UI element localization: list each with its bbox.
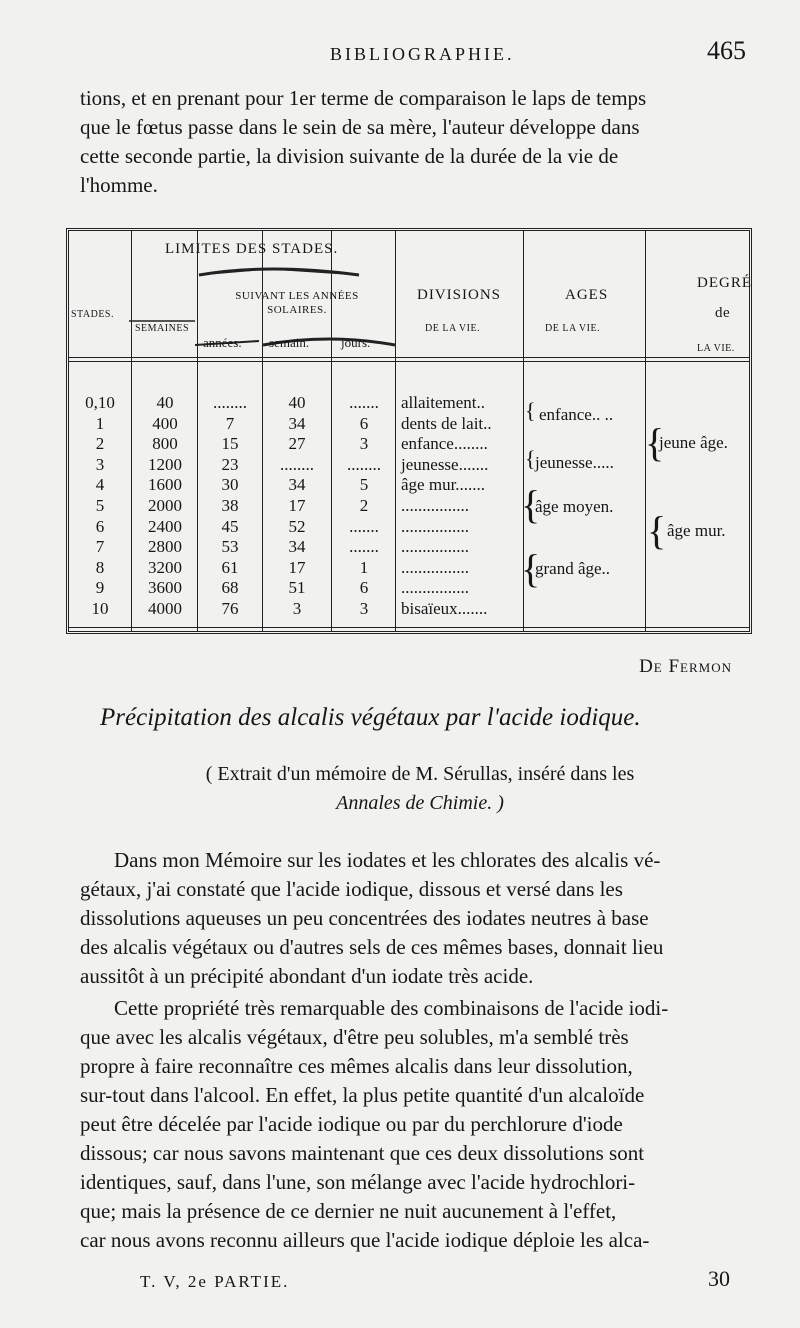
- text-line: que; mais la présence de ce dernier ne nuit aucunement à l'effet,: [80, 1199, 617, 1223]
- text-line: dissolutions aqueuses un peu concentrées des iodates neutres à base: [80, 906, 649, 930]
- brace-mark: {: [521, 546, 541, 591]
- table-cell-semaines: 3200: [148, 557, 182, 577]
- text-line: car nous avons reconnu ailleurs que l'acide iodique déploie les alca-: [80, 1228, 650, 1252]
- table-cell-stades: 9: [95, 578, 105, 598]
- table-cell-semaines: 800: [152, 434, 178, 454]
- header-degre-sub: LA VIE.: [697, 343, 735, 354]
- header-limites: LIMITES DES STADES.: [165, 241, 339, 257]
- table-cell-divisions: allaitement..: [401, 393, 486, 412]
- age-label: grand âge..: [535, 559, 611, 578]
- life-stages-table: [66, 228, 752, 634]
- header-rule: [69, 361, 749, 362]
- table-cell-stades: 4: [95, 475, 105, 495]
- table-cell-semaines: 2800: [148, 537, 182, 557]
- brace-mark: {: [645, 420, 665, 465]
- running-title: BIBLIOGRAPHIE.: [330, 44, 515, 64]
- text-line: des alcalis végétaux ou d'autres sels de ces mêmes bases, donnait lieu: [80, 935, 664, 959]
- table-cell-divisions: ................: [401, 557, 469, 577]
- table-cell-jours: 3: [359, 599, 369, 618]
- table-cell-semain: 51: [288, 578, 306, 598]
- table-cell-semain: ........: [280, 454, 314, 474]
- table-cell-stades: 1: [95, 413, 105, 433]
- table-cell-annees: 38: [221, 496, 239, 515]
- text-line: que le fœtus passe dans le sein de sa mère, l'auteur développe dans: [80, 115, 640, 139]
- header-ages: AGES: [565, 287, 609, 303]
- table-cell-semain: 40: [288, 393, 306, 412]
- signature-mark: T. V, 2e PARTIE.: [140, 1272, 290, 1291]
- table-cell-semaines: 1200: [148, 454, 182, 474]
- table-cell-semain: 34: [288, 475, 306, 495]
- text-line: Dans mon Mémoire sur les iodates et les chlorates des alcalis vé-: [114, 848, 661, 872]
- subnote-line: Annales de Chimie. ): [336, 792, 504, 814]
- text-line: peut être décelée par l'acide iodique ou par du perchlorure d'iode: [80, 1112, 623, 1136]
- bottom-rule: [69, 627, 749, 628]
- table-cell-semain: 34: [288, 537, 306, 557]
- table-cell-stades: 6: [95, 516, 105, 536]
- table-cell-stades: 7: [95, 537, 105, 557]
- text-line: que avec les alcalis végétaux, d'être peu solubles, m'a semblé très: [80, 1025, 629, 1049]
- table-cell-jours: 3: [359, 434, 369, 454]
- table-cell-jours: ........: [347, 454, 381, 474]
- brace-mark: {: [525, 446, 536, 471]
- table-cell-divisions: enfance........: [401, 434, 488, 454]
- header-degre: DEGRÉ: [697, 275, 752, 291]
- header-degre-de: de: [715, 305, 731, 321]
- table-cell-jours: .......: [349, 393, 379, 412]
- table-cell-semaines: 2000: [148, 496, 182, 515]
- table-cell-semaines: 40: [156, 393, 174, 412]
- text-line: aussitôt à un précipité abondant d'un iodate très acide.: [80, 964, 534, 988]
- table-cell-semaines: 2400: [148, 516, 182, 536]
- table-cell-semain: 17: [288, 557, 306, 577]
- table-cell-jours: 6: [359, 578, 369, 598]
- header-semaines: SEMAINES: [135, 323, 190, 334]
- subnote-line: ( Extrait d'un mémoire de M. Sérullas, inséré dans les: [205, 763, 635, 785]
- table-cell-jours: .......: [349, 537, 379, 557]
- table-cell-stades: 10: [91, 599, 109, 618]
- table-cell-stades: 0,10: [85, 393, 115, 412]
- header-suivant: SUIVANT LES ANNÉES SOLAIRES.: [235, 290, 359, 316]
- table-cell-divisions: dents de lait..: [401, 413, 492, 433]
- text-line: Cette propriété très remarquable des combinaisons de l'acide iodi-: [114, 996, 669, 1020]
- degree-label: jeune âge.: [659, 433, 728, 452]
- table-cell-jours: .......: [349, 516, 379, 536]
- header-ages-sub: DE LA VIE.: [545, 323, 601, 334]
- page-number: 465: [707, 36, 746, 65]
- table-cell-jours: 1: [359, 557, 369, 577]
- table-cell-annees: 45: [221, 516, 239, 536]
- table-cell-annees: 61: [221, 557, 239, 577]
- header-stades: STADES.: [71, 309, 114, 320]
- subnote: [140, 760, 700, 818]
- header-semain: semain.: [269, 335, 310, 350]
- table-cell-jours: 2: [359, 496, 369, 515]
- sheet-number: 30: [708, 1266, 730, 1291]
- table-cell-divisions: âge mur.......: [401, 475, 486, 495]
- table-cell-semain: 34: [288, 413, 306, 433]
- table-cell-annees: 76: [221, 599, 239, 618]
- table-cell-divisions: ................: [401, 537, 469, 557]
- header-jours: jours.: [341, 335, 371, 350]
- header-divisions: DIVISIONS: [417, 287, 501, 303]
- table-cell-semain: 52: [288, 516, 306, 536]
- section-title: Précipitation des alcalis végétaux par l'acide iodique.: [100, 704, 641, 731]
- table-cell-semain: 27: [288, 434, 306, 454]
- table-cell-stades: 3: [95, 454, 105, 474]
- text-line: l'homme.: [80, 173, 158, 197]
- table-cell-stades: 8: [95, 557, 105, 577]
- text-line: dissous; car nous savons maintenant que ces deux dissolutions sont: [80, 1141, 645, 1165]
- table-cell-annees: 7: [225, 413, 235, 433]
- table-cell-semain: 17: [288, 496, 306, 515]
- text-line: gétaux, j'ai constaté que l'acide iodique, dissous et versé dans les: [80, 877, 623, 901]
- age-label: jeunesse.....: [535, 453, 614, 472]
- table-cell-annees: 68: [221, 578, 239, 598]
- table-cell-annees: 23: [221, 454, 239, 474]
- table-cell-annees: 53: [221, 537, 239, 557]
- table-cell-semaines: 3600: [148, 578, 182, 598]
- page-footer: [140, 1266, 730, 1296]
- table-cell-stades: 5: [95, 496, 105, 515]
- header-divisions-sub: DE LA VIE.: [425, 323, 481, 334]
- paragraph-2: [80, 994, 740, 1255]
- page-header: [80, 36, 750, 76]
- table-cell-divisions: ................: [401, 578, 469, 598]
- table-cell-annees: ........: [213, 393, 247, 412]
- table-cell-annees: 15: [221, 434, 239, 454]
- text-line: cette seconde partie, la division suivante de la durée de la vie de: [80, 144, 619, 168]
- table-cell-semaines: 4000: [148, 599, 182, 618]
- brace-mark: {: [647, 508, 667, 553]
- text-line: propre à faire reconnaître ces mêmes alcalis dans leur dissolution,: [80, 1054, 633, 1078]
- text-line: sur-tout dans l'alcool. En effet, la plus petite quantité d'un alcaloïde: [80, 1083, 645, 1107]
- table-cell-divisions: ................: [401, 496, 469, 515]
- brace-mark: {: [525, 398, 536, 423]
- paragraph-1: [80, 846, 740, 991]
- text-line: identiques, sauf, dans l'une, son mélange avec l'acide hydrochlori-: [80, 1170, 636, 1194]
- brace-mark: {: [521, 482, 541, 527]
- age-label: âge moyen.: [535, 497, 614, 516]
- table-cell-annees: 30: [221, 475, 239, 495]
- table-cell-divisions: jeunesse.......: [401, 454, 489, 474]
- header-annees: années.: [203, 335, 242, 350]
- table-cell-semain: 3: [292, 599, 302, 618]
- table-cell-stades: 2: [95, 434, 105, 454]
- table-cell-divisions: bisaïeux.......: [401, 599, 488, 618]
- table-cell-divisions: ................: [401, 516, 469, 536]
- text-line: tions, et en prenant pour 1er terme de comparaison le laps de temps: [80, 86, 647, 110]
- age-label: enfance.. ..: [539, 405, 614, 424]
- degree-label: âge mur.: [667, 521, 726, 540]
- intro-paragraph: [80, 84, 740, 200]
- table-cell-semaines: 1600: [148, 475, 182, 495]
- table-cell-jours: 6: [359, 413, 369, 433]
- table-cell-semaines: 400: [152, 413, 178, 433]
- table-cell-jours: 5: [359, 475, 369, 495]
- signature: De Fermon: [639, 656, 732, 677]
